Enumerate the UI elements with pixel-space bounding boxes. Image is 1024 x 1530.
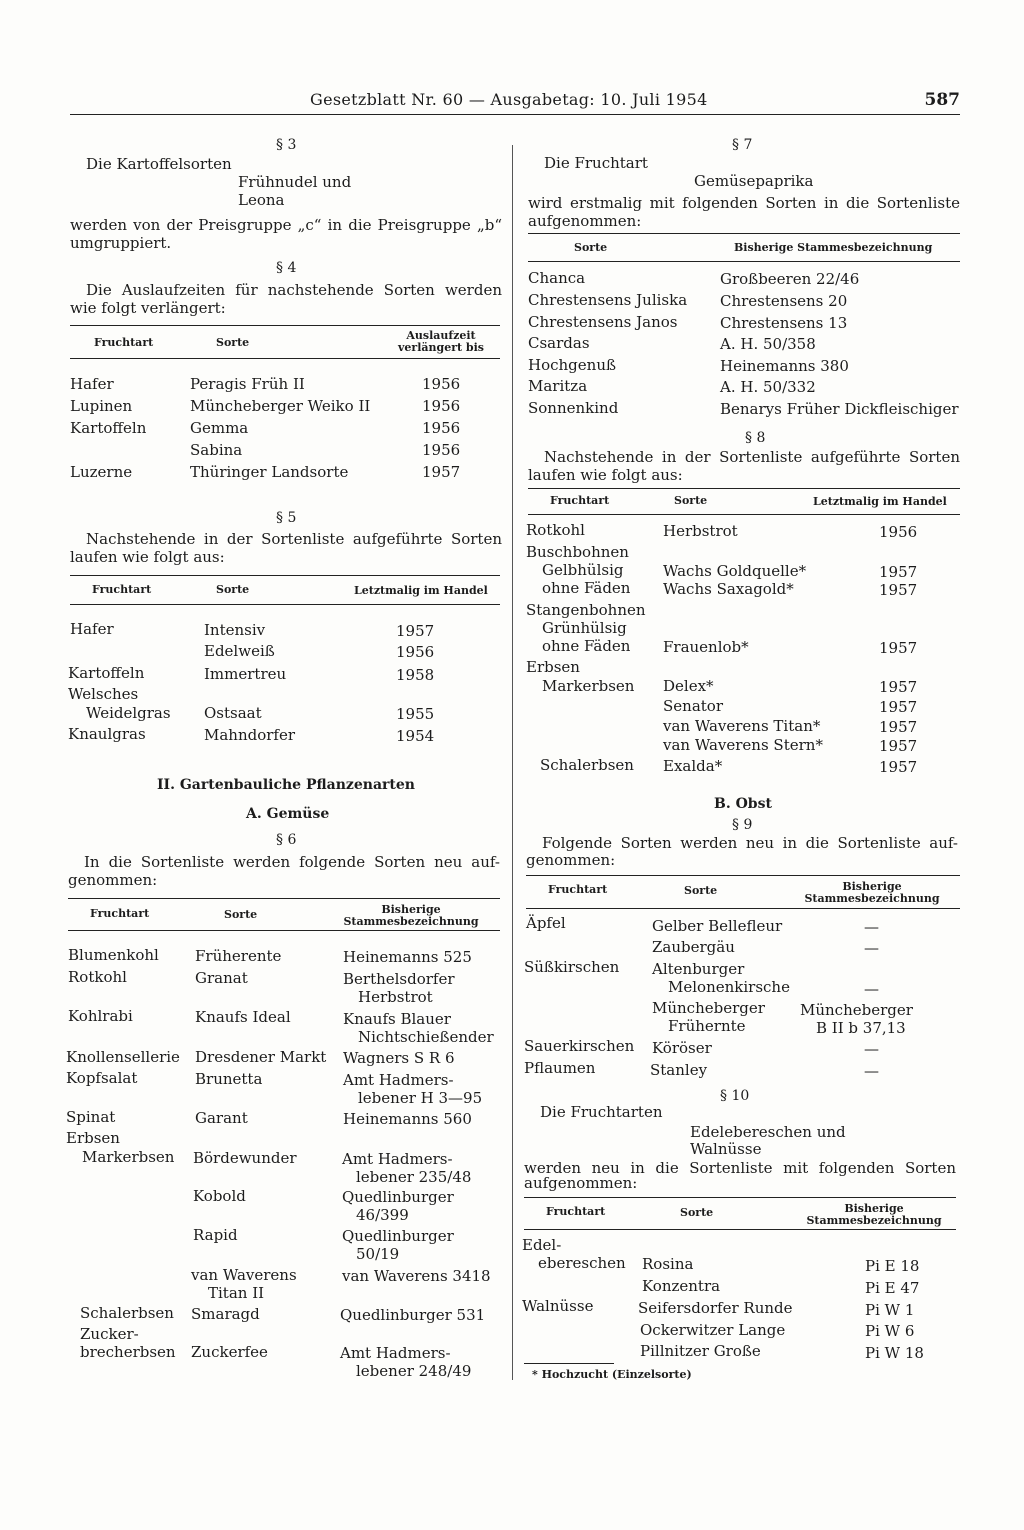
s6-table-header-rule	[68, 930, 500, 931]
s8-cell-sorte: Wachs Saxagold*	[663, 580, 794, 598]
s8-table-header-rule	[528, 514, 960, 515]
s6-cell-fruchtart: Kopfsalat	[66, 1069, 138, 1087]
s4-cell-jahr: 1957	[422, 463, 461, 481]
section-7-title: § 7	[732, 137, 753, 153]
s9-text2: genommen:	[526, 851, 616, 869]
s6-cell-sorte: van Waverens	[191, 1266, 297, 1284]
s5-header-fruchtart: Fruchtart	[92, 583, 152, 596]
s4-header-fruchtart: Fruchtart	[94, 336, 154, 349]
s6-cell-sorte: Titan II	[208, 1284, 265, 1302]
s10-header-sorte: Sorte	[680, 1206, 714, 1219]
s6-cell-fruchtart: Kohlrabi	[68, 1007, 133, 1025]
s9-cell-stamm: —	[864, 980, 879, 998]
right-column	[522, 0, 962, 1530]
header-title: Gesetzblatt Nr. 60 — Ausgabetag: 10. Juli 1954	[310, 90, 708, 109]
s5-cell-fruchtart: Hafer	[70, 620, 114, 638]
s5-cell-jahr: 1957	[396, 622, 435, 640]
s4-cell-jahr: 1956	[422, 397, 461, 415]
s10-cell-sorte: Pillnitzer Große	[640, 1342, 761, 1360]
s7-intro: Die Fruchtart	[544, 154, 648, 172]
s5-cell-jahr: 1954	[396, 727, 435, 745]
section-3-title: § 3	[276, 137, 297, 153]
column-divider	[512, 145, 513, 1380]
s6-text1: In die Sortenliste werden folgende Sorten neu auf-	[84, 853, 500, 871]
s7-header-stamm: Bisherige Stammesbezeichnung	[734, 241, 933, 254]
s5-cell-jahr: 1955	[396, 705, 435, 723]
s8-cell-jahr: 1956	[879, 523, 918, 541]
s7-cell-stamm: Chrestensens 20	[720, 292, 848, 310]
s6-cell-fruchtart: Erbsen	[66, 1129, 120, 1147]
s5-cell-fruchtart: Kartoffeln	[68, 664, 145, 682]
s4-text2: wie folgt verlängert:	[70, 299, 226, 317]
s7-header-sorte: Sorte	[574, 241, 608, 254]
s4-cell-jahr: 1956	[422, 419, 461, 437]
s7-cell-stamm: Benarys Früher Dickfleischiger	[720, 400, 959, 418]
s9-cell-stamm: —	[864, 939, 879, 957]
s6-cell-sorte: Knaufs Ideal	[195, 1008, 291, 1026]
s8-cell-fruchtart: Gelbhülsig	[542, 561, 624, 579]
page-number: 587	[924, 90, 960, 110]
s5-table-top-rule	[70, 575, 500, 576]
s7-cell-stamm: A. H. 50/332	[720, 378, 816, 396]
s6-cell-fruchtart: Zucker-	[80, 1325, 139, 1343]
s8-cell-jahr: 1957	[879, 678, 918, 696]
s8-text1: Nachstehende in der Sortenliste aufgeführte Sorten	[544, 448, 960, 466]
s4-cell-sorte: Gemma	[190, 419, 249, 437]
s10-cell-sorte: Konzentra	[642, 1277, 721, 1295]
s10-header-fruchtart: Fruchtart	[546, 1205, 606, 1218]
s10-cell-fruchtart: ebereschen	[538, 1254, 626, 1272]
s5-cell-fruchtart: Welsches	[68, 685, 139, 703]
s3-text1: werden von der Preisgruppe „c“ in die Preisgruppe „b“	[70, 216, 502, 234]
s4-cell-sorte: Peragis Früh II	[190, 375, 305, 393]
s4-cell-jahr: 1956	[422, 441, 461, 459]
s9-header-fruchtart: Fruchtart	[548, 883, 608, 896]
s10-cell-stamm: Pi E 47	[865, 1279, 920, 1297]
s10-header-stamm: Stammesbezeichnung	[806, 1214, 942, 1227]
s10-cell-stamm: Pi E 18	[865, 1257, 920, 1275]
s8-header-fruchtart: Fruchtart	[550, 494, 610, 507]
s6-cell-stamm: Quedlinburger 531	[340, 1306, 486, 1324]
s6-cell-stamm: 50/19	[356, 1245, 400, 1263]
s7-cell-stamm: A. H. 50/358	[720, 335, 816, 353]
s6-cell-fruchtart: Schalerbsen	[80, 1304, 174, 1322]
s7-text1: wird erstmalig mit folgenden Sorten in die Sortenliste	[528, 194, 960, 212]
s6-text2: genommen:	[68, 871, 158, 889]
s10-name2: Walnüsse	[690, 1140, 762, 1158]
s7-text2: aufgenommen:	[528, 212, 642, 230]
s5-cell-fruchtart: Knaulgras	[68, 725, 146, 743]
s4-cell-fruchtart: Lupinen	[70, 397, 133, 415]
s6-cell-stamm: Amt Hadmers-	[342, 1150, 453, 1168]
section-5-title: § 5	[276, 510, 297, 526]
s8-cell-jahr: 1957	[879, 718, 918, 736]
s6-cell-stamm: lebener H 3—95	[358, 1089, 483, 1107]
subheading-a: A. Gemüse	[246, 806, 330, 822]
s8-cell-sorte: van Waverens Stern*	[663, 736, 823, 754]
s6-cell-fruchtart: Spinat	[66, 1108, 116, 1126]
s5-cell-sorte: Intensiv	[204, 621, 266, 639]
s10-intro: Die Fruchtarten	[540, 1103, 663, 1121]
s6-cell-fruchtart: brecherbsen	[80, 1343, 176, 1361]
s10-table-header-rule	[524, 1229, 956, 1230]
s6-cell-stamm: Quedlinburger	[342, 1188, 454, 1206]
s7-cell-sorte: Csardas	[528, 334, 590, 352]
s9-cell-stamm: B II b 37,13	[816, 1019, 906, 1037]
s6-cell-stamm: Knaufs Blauer	[343, 1010, 451, 1028]
s6-cell-stamm: Amt Hadmers-	[343, 1071, 454, 1089]
part-2-heading: II. Gartenbauliche Pflanzenarten	[157, 777, 415, 793]
s8-table-top-rule	[528, 488, 960, 489]
s10-cell-stamm: Pi W 6	[865, 1322, 915, 1340]
s4-cell-sorte: Thüringer Landsorte	[190, 463, 349, 481]
s6-cell-stamm: Heinemanns 525	[343, 948, 472, 966]
s8-cell-fruchtart: Buschbohnen	[526, 543, 629, 561]
s5-table-header-rule	[70, 604, 500, 605]
s6-header-fruchtart: Fruchtart	[90, 907, 150, 920]
s5-cell-sorte: Mahndorfer	[204, 726, 296, 744]
s6-cell-sorte: Garant	[195, 1109, 248, 1127]
s5-header-sorte: Sorte	[216, 583, 250, 596]
s6-cell-sorte: Zuckerfee	[191, 1343, 268, 1361]
s8-cell-sorte: van Waverens Titan*	[663, 717, 821, 735]
s10-cell-stamm: Pi W 18	[865, 1344, 924, 1362]
s8-cell-fruchtart: Erbsen	[526, 658, 580, 676]
s7-table-header-rule	[528, 261, 960, 262]
section-6-title: § 6	[276, 832, 297, 848]
s5-cell-jahr: 1956	[396, 643, 435, 661]
s5-text1: Nachstehende in der Sortenliste aufgeführte Sorten	[86, 530, 502, 548]
s10-cell-sorte: Rosina	[642, 1255, 694, 1273]
s8-cell-sorte: Delex*	[663, 677, 714, 695]
s7-cell-sorte: Chrestensens Juliska	[528, 291, 688, 309]
s10-table-top-rule	[524, 1197, 956, 1198]
s6-cell-sorte: Brunetta	[195, 1070, 263, 1088]
s8-text2: laufen wie folgt aus:	[528, 466, 683, 484]
s7-table-top-rule	[528, 233, 960, 234]
s6-cell-fruchtart: Rotkohl	[68, 968, 127, 986]
s9-header-stamm: Stammesbezeichnung	[804, 892, 940, 905]
s7-cell-stamm: Großbeeren 22/46	[720, 270, 860, 288]
s7-cell-sorte: Sonnenkind	[528, 399, 619, 417]
s9-cell-stamm: —	[864, 1062, 879, 1080]
s4-header-auslauf: Auslaufzeit	[406, 329, 476, 342]
s8-header-sorte: Sorte	[674, 494, 708, 507]
s9-table-header-rule	[526, 908, 960, 909]
s9-header-sorte: Sorte	[684, 884, 718, 897]
s4-cell-jahr: 1956	[422, 375, 461, 393]
s8-cell-jahr: 1957	[879, 758, 918, 776]
s4-header-sorte: Sorte	[216, 336, 250, 349]
s9-cell-sorte: Müncheberger	[652, 999, 765, 1017]
s6-header-stamm: Stammesbezeichnung	[343, 915, 479, 928]
s6-cell-fruchtart: Knollensellerie	[66, 1048, 180, 1066]
s9-cell-sorte: Gelber Bellefleur	[652, 917, 783, 935]
s3-sort1: Frühnudel und	[238, 173, 352, 191]
s8-cell-fruchtart: ohne Fäden	[542, 637, 631, 655]
section-8-title: § 8	[745, 430, 766, 446]
s9-cell-fruchtart: Sauerkirschen	[524, 1037, 635, 1055]
s7-cell-sorte: Chanca	[528, 269, 586, 287]
section-9-title: § 9	[732, 817, 753, 833]
s6-cell-fruchtart: Markerbsen	[82, 1148, 175, 1166]
s9-text1: Folgende Sorten werden neu in die Sortenliste auf-	[542, 834, 958, 852]
s8-cell-sorte: Senator	[663, 697, 723, 715]
s8-cell-jahr: 1957	[879, 698, 918, 716]
s6-header-bisherige: Bisherige	[381, 903, 441, 916]
s10-cell-fruchtart: Walnüsse	[522, 1297, 594, 1315]
s4-cell-fruchtart: Hafer	[70, 375, 114, 393]
s6-cell-sorte: Granat	[195, 969, 248, 987]
s8-cell-fruchtart: ohne Fäden	[542, 579, 631, 597]
s5-cell-sorte: Edelweiß	[204, 642, 275, 660]
s7-cell-sorte: Chrestensens Janos	[528, 313, 678, 331]
s8-cell-sorte: Wachs Goldquelle*	[663, 562, 807, 580]
s9-cell-sorte: Köröser	[652, 1039, 712, 1057]
s8-cell-jahr: 1957	[879, 737, 918, 755]
s8-cell-jahr: 1957	[879, 581, 918, 599]
s6-cell-stamm: Nichtschießender	[358, 1028, 494, 1046]
s8-cell-fruchtart: Rotkohl	[526, 521, 585, 539]
s4-cell-sorte: Sabina	[190, 441, 243, 459]
s6-cell-sorte: Dresdener Markt	[195, 1048, 327, 1066]
s7-cell-sorte: Maritza	[528, 377, 588, 395]
s10-header-bisherige: Bisherige	[844, 1202, 904, 1215]
s6-table-top-rule	[68, 898, 500, 899]
s8-cell-sorte: Herbstrot	[663, 522, 738, 540]
s4-table-top-rule	[70, 325, 500, 326]
s6-cell-stamm: Heinemanns 560	[343, 1110, 472, 1128]
s10-cell-stamm: Pi W 1	[865, 1301, 915, 1319]
s6-cell-stamm: Berthelsdorfer	[343, 970, 455, 988]
s6-cell-stamm: Amt Hadmers-	[340, 1344, 451, 1362]
s10-text2: aufgenommen:	[524, 1174, 638, 1192]
s10-text1: werden neu in die Sortenliste mit folgenden Sorten	[524, 1159, 956, 1177]
s8-cell-sorte: Exalda*	[663, 757, 723, 775]
s6-cell-stamm: lebener 235/48	[356, 1168, 472, 1186]
s9-header-bisherige: Bisherige	[842, 880, 902, 893]
s10-cell-fruchtart: Edel-	[522, 1236, 562, 1254]
s4-header-verlaengert: verlängert bis	[398, 341, 484, 354]
footnote-rule	[524, 1363, 614, 1364]
s6-cell-stamm: 46/399	[356, 1206, 409, 1224]
s8-cell-jahr: 1957	[879, 563, 918, 581]
s3-text2: umgruppiert.	[70, 234, 172, 252]
s9-cell-sorte: Frühernte	[668, 1017, 746, 1035]
s6-cell-sorte: Bördewunder	[193, 1149, 297, 1167]
s9-cell-fruchtart: Pflaumen	[524, 1059, 596, 1077]
s8-cell-sorte: Frauenlob*	[663, 638, 749, 656]
s6-cell-stamm: Herbstrot	[358, 988, 433, 1006]
s6-cell-sorte: Kobold	[193, 1187, 246, 1205]
s8-cell-jahr: 1957	[879, 639, 918, 657]
s8-cell-fruchtart: Schalerbsen	[540, 756, 634, 774]
s9-cell-stamm: —	[864, 1040, 879, 1058]
s4-cell-sorte: Müncheberger Weiko II	[190, 397, 371, 415]
s4-text1: Die Auslaufzeiten für nachstehende Sorten werden	[86, 281, 502, 299]
s10-cell-sorte: Ockerwitzer Lange	[640, 1321, 786, 1339]
s8-header-letztmalig: Letztmalig im Handel	[813, 495, 947, 508]
s6-cell-fruchtart: Blumenkohl	[68, 946, 159, 964]
s6-cell-sorte: Früherente	[195, 947, 282, 965]
s3-sort2: Leona	[238, 191, 285, 209]
s7-cell-stamm: Heinemanns 380	[720, 357, 849, 375]
s6-cell-stamm: lebener 248/49	[356, 1362, 472, 1380]
s8-cell-fruchtart: Grünhülsig	[542, 619, 627, 637]
s3-intro: Die Kartoffelsorten	[86, 155, 232, 173]
s5-cell-sorte: Ostsaat	[204, 704, 262, 722]
section-10-title: § 10	[720, 1088, 750, 1104]
s5-text2: laufen wie folgt aus:	[70, 548, 225, 566]
s7-cell-sorte: Hochgenuß	[528, 356, 616, 374]
s9-cell-sorte: Altenburger	[652, 960, 745, 978]
s6-cell-sorte: Rapid	[193, 1226, 238, 1244]
s5-cell-fruchtart: Weidelgras	[86, 704, 171, 722]
s5-header-letztmalig: Letztmalig im Handel	[354, 584, 488, 597]
s6-cell-stamm: van Waverens 3418	[342, 1267, 491, 1285]
s9-cell-stamm: —	[864, 918, 879, 936]
left-column	[66, 0, 502, 1530]
s7-cell-stamm: Chrestensens 13	[720, 314, 848, 332]
subheading-b: B. Obst	[714, 796, 772, 812]
footnote: * Hochzucht (Einzelsorte)	[532, 1368, 692, 1381]
s9-cell-stamm: Müncheberger	[800, 1001, 913, 1019]
s10-cell-sorte: Seifersdorfer Runde	[638, 1299, 793, 1317]
s9-cell-fruchtart: Süßkirschen	[524, 958, 620, 976]
s6-cell-stamm: Quedlinburger	[342, 1227, 454, 1245]
s5-cell-jahr: 1958	[396, 666, 435, 684]
section-4-title: § 4	[276, 260, 297, 276]
s10-name1: Edelebereschen und	[690, 1123, 846, 1141]
s9-cell-sorte: Stanley	[650, 1061, 708, 1079]
s9-table-top-rule	[526, 875, 960, 876]
s4-cell-fruchtart: Luzerne	[70, 463, 133, 481]
s4-cell-fruchtart: Kartoffeln	[70, 419, 147, 437]
s6-header-sorte: Sorte	[224, 908, 258, 921]
s6-cell-sorte: Smaragd	[191, 1305, 260, 1323]
s5-cell-sorte: Immertreu	[204, 665, 287, 683]
s7-name: Gemüsepaprika	[694, 172, 814, 190]
s6-cell-stamm: Wagners S R 6	[343, 1049, 455, 1067]
s8-cell-fruchtart: Stangenbohnen	[526, 601, 646, 619]
s9-cell-sorte: Zaubergäu	[652, 938, 735, 956]
s4-table-header-rule	[70, 358, 500, 359]
s8-cell-fruchtart: Markerbsen	[542, 677, 635, 695]
s9-cell-sorte: Melonenkirsche	[668, 978, 790, 996]
s9-cell-fruchtart: Äpfel	[526, 914, 566, 932]
